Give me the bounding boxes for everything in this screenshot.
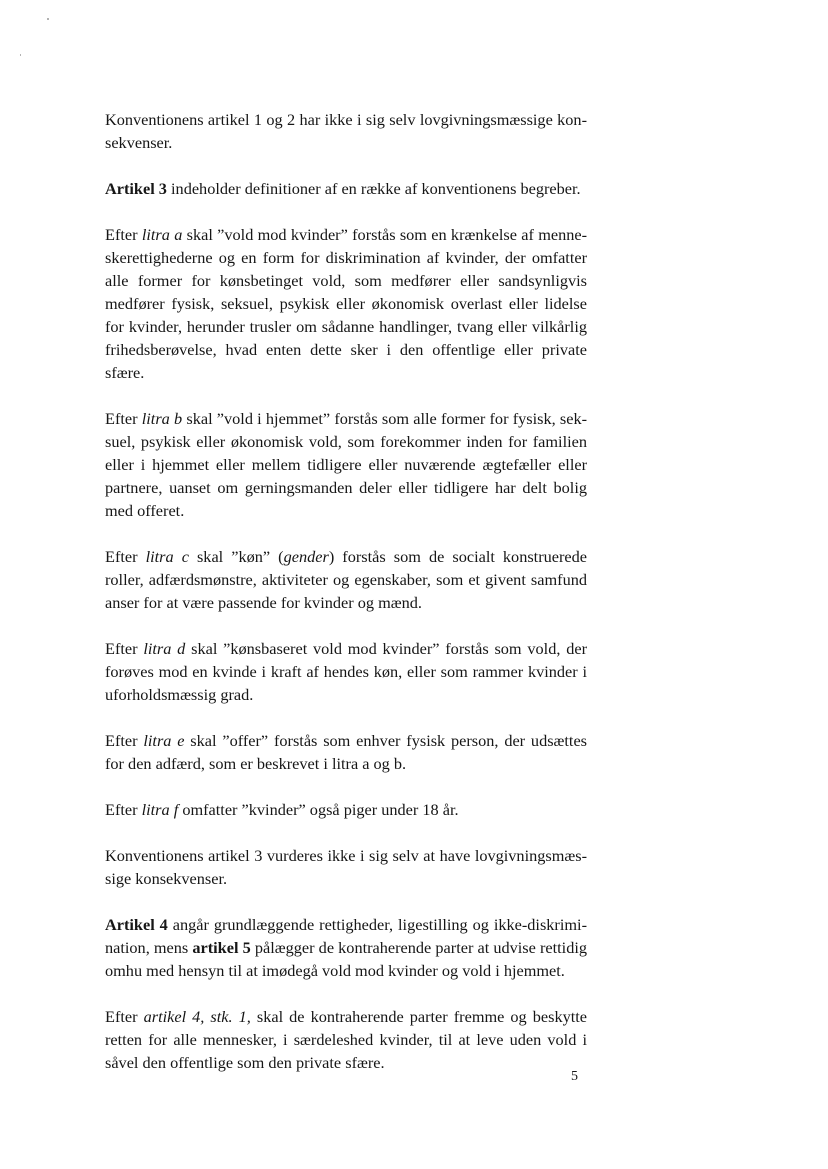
page-number: 5: [571, 1069, 578, 1084]
text-run: Konventionens artikel 3 vurderes ikke i sig selv at have lovgivningsmæssige konsekvenser.: [105, 846, 587, 888]
text-run: skal ”vold mod kvinder” forstås som en krænkelse af menneskerettighederne og en form for diskrimination af kvinder, der omfatter alle former for kønsbetinget vold, som medfører eller sandsynligvis medfører fysisk, seksuel, psykisk eller økonomisk overlast eller lidelse for kvinder, herunder trusler om sådanne handlinger, tvang eller vilkårlig frihedsberøvelse, hvad enten dette sker i den offentlige eller private sfære.: [105, 225, 588, 382]
italic-text: litra f: [141, 800, 179, 819]
italic-text: litra e: [143, 731, 185, 750]
text-run: angår grundlæggende rettigheder, ligestilling og ikke-diskrimination, mens: [105, 915, 587, 957]
text-run: pålægger de kontraherende parter at udvise rettidig omhu med hensyn til at imødegå vold mod kvinder og vold i hjemmet.: [105, 938, 588, 980]
document-body: [105, 108, 587, 1097]
paragraph-p3: [105, 223, 587, 384]
italic-text: gender: [283, 547, 329, 566]
italic-text: litra b: [141, 409, 183, 428]
paragraph-p1: [105, 108, 587, 154]
text-run: omfatter ”kvinder” også piger under 18 år.: [178, 800, 459, 819]
paragraph-p10: [105, 913, 587, 982]
text-run: Efter: [105, 547, 146, 566]
italic-text: litra d: [143, 639, 186, 658]
italic-text: litra c: [145, 547, 189, 566]
paragraph-p5: [105, 545, 587, 614]
paragraph-p2: [105, 177, 587, 200]
text-run: Efter: [105, 225, 142, 244]
text-run: skal ”køn” (: [188, 547, 284, 566]
paragraph-p8: [105, 798, 587, 821]
paragraph-p4: [105, 407, 587, 522]
paragraph-p9: [105, 844, 587, 890]
scan-speck: [47, 18, 49, 20]
bold-text: Artikel 4: [105, 915, 168, 934]
text-run: Efter: [105, 731, 144, 750]
text-run: skal ”offer” forstås som enhver fysisk person, der udsættes for den adfærd, som er beskrevet i litra a og b.: [105, 731, 588, 773]
italic-text: artikel 4, stk. 1,: [143, 1007, 251, 1026]
text-run: ) forstås som de socialt konstruerede roller, adfærdsmønstre, aktiviteter og egenskaber, som et givent samfund anser for at være passende for kvinder og mænd.: [105, 547, 588, 612]
scan-speck: [20, 54, 21, 56]
text-run: indeholder definitioner af en række af konventionens begreber.: [166, 179, 581, 198]
italic-text: litra a: [141, 225, 183, 244]
paragraph-p7: [105, 729, 587, 775]
text-run: Efter: [105, 409, 142, 428]
text-run: Konventionens artikel 1 og 2 har ikke i sig selv lovgivningsmæssige konsekvenser.: [105, 110, 587, 152]
paragraph-p11: [105, 1005, 587, 1074]
bold-text: artikel 5: [192, 938, 251, 957]
paragraph-p6: [105, 637, 587, 706]
text-run: skal de kontraherende parter fremme og beskytte retten for alle mennesker, i særdeleshed kvinder, til at leve uden vold i såvel den offentlige som den private sfære.: [105, 1007, 588, 1072]
text-run: skal ”kønsbaseret vold mod kvinder” forstås som vold, der forøves mod en kvinde i kraft af hendes køn, eller som rammer kvinder i uforholdsmæssig grad.: [105, 639, 587, 704]
text-run: Efter: [105, 1007, 144, 1026]
bold-text: Artikel 3: [105, 179, 167, 198]
text-run: skal ”vold i hjemmet” forstås som alle former for fysisk, seksuel, psykisk eller økonomisk vold, som forekommer inden for familien eller i hjemmet eller mellem tidligere eller nuværende ægtefæller eller partnere, uanset om gerningsmanden deler eller tidligere har delt bolig med offeret.: [105, 409, 588, 520]
text-run: Efter: [105, 639, 144, 658]
text-run: Efter: [105, 800, 142, 819]
